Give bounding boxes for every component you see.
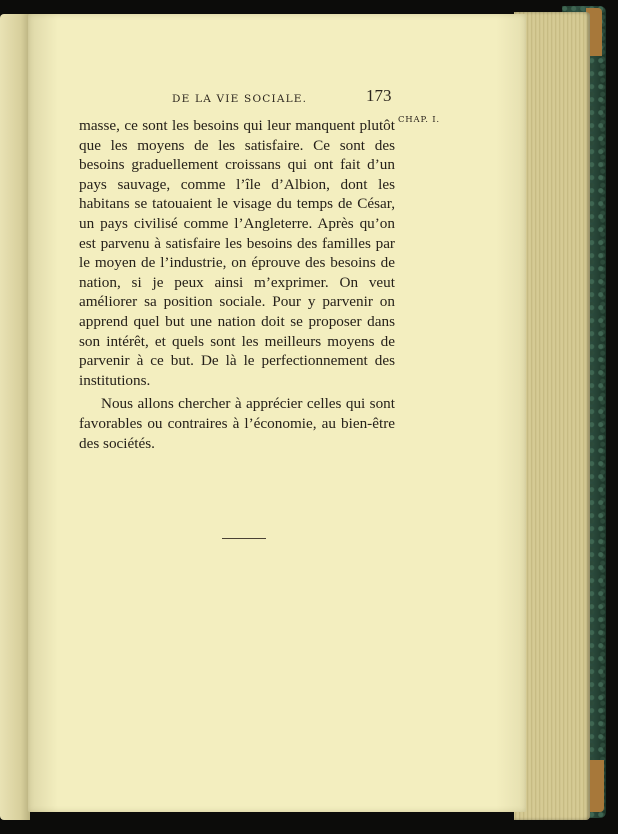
margin-note: CHAP. I. (398, 115, 440, 125)
section-rule (222, 538, 266, 539)
running-title: DE LA VIE SOCIALE. (172, 93, 308, 105)
paragraph: masse, ce sont les besoins qui leur manquent plutôt que les moyens de les satisfaire. Ce sont des besoins graduellement croissans qui ont fait d’un pays sauvage, comme l’île d’Albion, dont les habitans se tatouaient le visage du temps de César, un pays civilisé comme l’Angleterre. Après qu’on est parvenu à satisfaire les besoins des familles par le moyen de l’industrie, on éprouve des besoins de nation, si je peux ainsi m’exprimer. On veut améliorer sa position sociale. Pour y parvenir on apprend quel but une nation doit se proposer dans son intérêt, et quels sont les meilleurs moyens de parvenir à ce but. De là le perfectionnement des institutions. (79, 117, 395, 389)
body-text (79, 116, 395, 453)
page-number: 173 (366, 86, 392, 105)
left-page-edge (0, 14, 30, 820)
paragraph: Nous allons chercher à apprécier celles qui sont favorables ou contraires à l’économie, au bien-être des sociétés. (79, 395, 395, 452)
